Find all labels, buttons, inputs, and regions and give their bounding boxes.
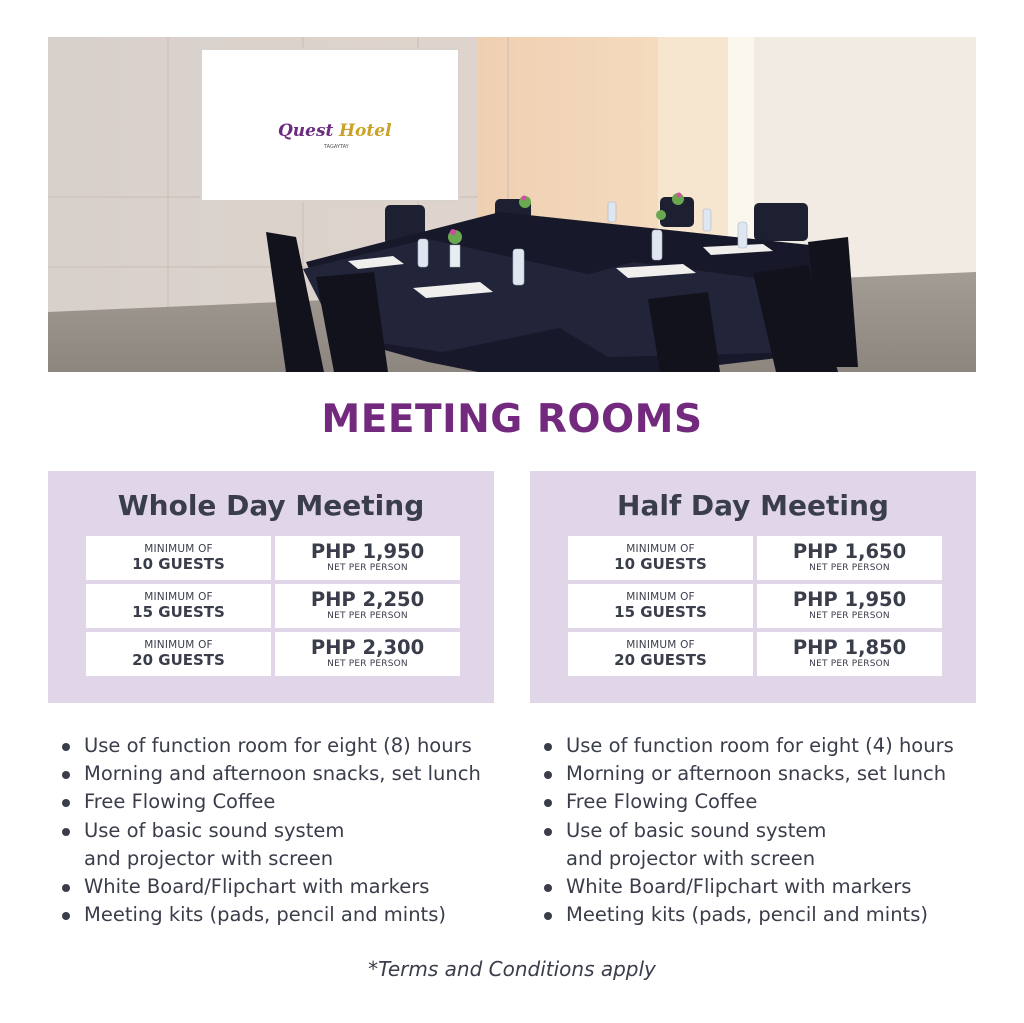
guest-count: 15 GUESTS bbox=[132, 603, 225, 621]
price-amount: PHP 2,300 bbox=[310, 636, 425, 659]
pricing-row bbox=[86, 584, 460, 628]
bullet-icon bbox=[544, 771, 552, 779]
minimum-label: MINIMUM OF bbox=[144, 543, 213, 555]
svg-text:Quest: Quest bbox=[278, 121, 334, 141]
pricing-row bbox=[568, 584, 942, 628]
list-item: Free Flowing Coffee bbox=[542, 788, 1002, 816]
list-item: Use of function room for eight (4) hours bbox=[542, 732, 1002, 760]
guests-cell bbox=[86, 584, 271, 628]
minimum-label: MINIMUM OF bbox=[626, 543, 695, 555]
list-item: Use of basic sound system and projector with screen bbox=[60, 817, 520, 873]
pricing-row bbox=[86, 632, 460, 676]
guest-count: 15 GUESTS bbox=[614, 603, 707, 621]
minimum-label: MINIMUM OF bbox=[144, 591, 213, 603]
terms-note: *Terms and Conditions apply bbox=[368, 957, 656, 981]
bullet-icon bbox=[62, 743, 70, 751]
list-item: Meeting kits (pads, pencil and mints) bbox=[60, 901, 520, 929]
list-item: Use of function room for eight (8) hours bbox=[60, 732, 520, 760]
price-amount: PHP 1,950 bbox=[792, 588, 907, 611]
list-item: Meeting kits (pads, pencil and mints) bbox=[542, 901, 1002, 929]
whole-day-pricing-panel bbox=[48, 471, 494, 703]
guest-count: 10 GUESTS bbox=[132, 555, 225, 573]
bullet-icon bbox=[544, 799, 552, 807]
bullet-icon bbox=[544, 743, 552, 751]
price-cell bbox=[757, 536, 942, 580]
price-unit: NET PER PERSON bbox=[809, 611, 890, 621]
guests-cell bbox=[568, 632, 753, 676]
bullet-icon bbox=[544, 884, 552, 892]
page-title: MEETING ROOMS bbox=[321, 397, 703, 442]
pricing-row bbox=[568, 536, 942, 580]
guests-cell bbox=[86, 632, 271, 676]
price-cell bbox=[757, 584, 942, 628]
guests-cell bbox=[568, 584, 753, 628]
list-item: White Board/Flipchart with markers bbox=[60, 873, 520, 901]
svg-text:Hotel: Hotel bbox=[339, 121, 392, 141]
half-day-inclusions bbox=[542, 732, 1002, 929]
price-unit: NET PER PERSON bbox=[809, 659, 890, 669]
bullet-icon bbox=[62, 771, 70, 779]
list-item: Free Flowing Coffee bbox=[60, 788, 520, 816]
price-unit: NET PER PERSON bbox=[809, 563, 890, 573]
half-day-pricing-panel bbox=[530, 471, 976, 703]
guests-cell bbox=[86, 536, 271, 580]
price-amount: PHP 1,650 bbox=[792, 540, 907, 563]
price-unit: NET PER PERSON bbox=[327, 611, 408, 621]
minimum-label: MINIMUM OF bbox=[144, 639, 213, 651]
price-amount: PHP 1,850 bbox=[792, 636, 907, 659]
bullet-icon bbox=[544, 828, 552, 836]
guest-count: 10 GUESTS bbox=[614, 555, 707, 573]
bullet-icon bbox=[62, 884, 70, 892]
list-item: Morning or afternoon snacks, set lunch bbox=[542, 760, 1002, 788]
svg-text:TAGAYTAY: TAGAYTAY bbox=[324, 144, 349, 150]
list-item: Morning and afternoon snacks, set lunch bbox=[60, 760, 520, 788]
guests-cell bbox=[568, 536, 753, 580]
price-unit: NET PER PERSON bbox=[327, 563, 408, 573]
bullet-icon bbox=[62, 828, 70, 836]
guest-count: 20 GUESTS bbox=[614, 651, 707, 669]
price-unit: NET PER PERSON bbox=[327, 659, 408, 669]
guest-count: 20 GUESTS bbox=[132, 651, 225, 669]
whole-day-inclusions bbox=[60, 732, 520, 929]
whole-day-title: Whole Day Meeting bbox=[117, 489, 425, 522]
bullet-icon bbox=[62, 799, 70, 807]
price-cell bbox=[275, 632, 460, 676]
minimum-label: MINIMUM OF bbox=[626, 639, 695, 651]
meeting-room-photo bbox=[48, 37, 976, 372]
price-cell bbox=[275, 536, 460, 580]
bullet-icon bbox=[544, 912, 552, 920]
price-cell bbox=[757, 632, 942, 676]
half-day-title: Half Day Meeting bbox=[617, 489, 889, 522]
bullet-icon bbox=[62, 912, 70, 920]
price-amount: PHP 2,250 bbox=[310, 588, 425, 611]
price-cell bbox=[275, 584, 460, 628]
minimum-label: MINIMUM OF bbox=[626, 591, 695, 603]
pricing-row bbox=[568, 632, 942, 676]
price-amount: PHP 1,950 bbox=[310, 540, 425, 563]
list-item: White Board/Flipchart with markers bbox=[542, 873, 1002, 901]
pricing-row bbox=[86, 536, 460, 580]
list-item: Use of basic sound system and projector with screen bbox=[542, 817, 1002, 873]
